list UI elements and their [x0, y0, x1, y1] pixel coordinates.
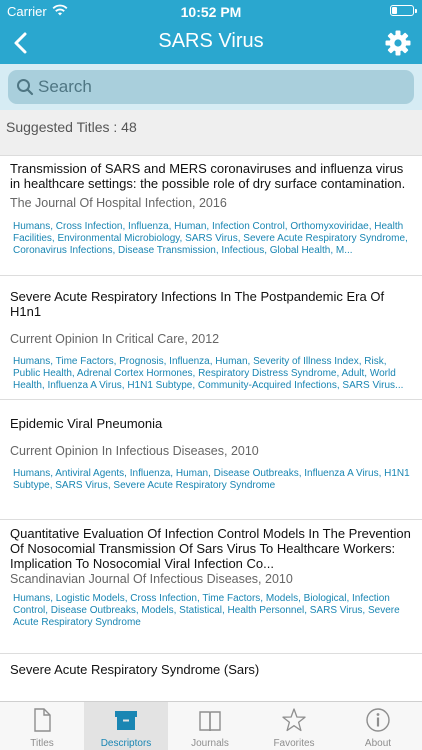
item-source: Scandinavian Journal Of Infectious Diseases, 2010 — [10, 572, 293, 586]
clock-label: 10:52 PM — [180, 4, 242, 20]
item-source: Current Opinion In Infectious Diseases, 2010 — [10, 444, 259, 458]
tab-label: Titles — [30, 738, 54, 749]
item-title: Epidemic Viral Pneumonia — [10, 416, 163, 431]
tab-titles[interactable] — [0, 702, 84, 750]
item-source: The Journal Of Hospital Infection, 2016 — [10, 196, 227, 210]
item-title: Quantitative Evaluation Of Infection Control Models In The Prevention Of Nosocomial Transmission Of Sars Virus To Healthcare Workers: Implication To Nosocomial Viral Infection Co... — [10, 526, 411, 571]
suggested-count-header — [0, 110, 422, 156]
star-icon — [282, 707, 306, 733]
search-bar — [0, 64, 422, 110]
carrier-label: Carrier — [7, 4, 47, 19]
item-source: Current Opinion In Critical Care, 2012 — [10, 332, 220, 346]
status-bar — [0, 0, 422, 22]
search-icon — [16, 78, 34, 96]
archive-box-icon — [114, 707, 138, 733]
list-item[interactable] — [0, 276, 422, 400]
item-tags: Humans, Logistic Models, Cross Infection, Time Factors, Models, Biological, Infection Control, Disease Outbreaks, Models, Statistical, Health Personnel, SARS Virus, Severe Acute Respiratory Syndrome — [13, 593, 400, 628]
list-item[interactable] — [0, 520, 422, 654]
document-icon — [30, 707, 54, 733]
list-item[interactable] — [0, 654, 422, 701]
info-icon — [366, 707, 390, 733]
list-item[interactable] — [0, 400, 422, 520]
tab-label: Journals — [191, 738, 229, 749]
tab-journals[interactable] — [168, 702, 252, 750]
search-field[interactable] — [8, 70, 414, 104]
tab-bar — [0, 701, 422, 750]
suggested-count-label: Suggested Titles : 48 — [6, 119, 137, 135]
list-item[interactable] — [0, 156, 422, 276]
tab-descriptors[interactable] — [84, 702, 168, 750]
item-title: Severe Acute Respiratory Infections In The Postpandemic Era Of H1n1 — [10, 289, 385, 319]
book-icon — [198, 707, 222, 733]
battery-icon — [390, 5, 414, 16]
search-input[interactable] — [38, 75, 398, 99]
tab-label: Descriptors — [100, 738, 152, 749]
page-title: SARS Virus — [158, 30, 264, 52]
item-tags: Humans, Cross Infection, Influenza, Human, Infection Control, Orthomyxoviridae, Health Facilities, Environmental Microbiology, SARS Virus, Severe Acute Respiratory Syndrome, Coronavirus Infections, Disease Transmission, Infectious, Global Health, M... — [13, 221, 408, 256]
results-list[interactable] — [0, 156, 422, 701]
tab-about[interactable] — [336, 702, 420, 750]
tab-favorites[interactable] — [252, 702, 336, 750]
item-tags: Humans, Antiviral Agents, Influenza, Human, Disease Outbreaks, Influenza A Virus, H1N1 Subtype, SARS Virus, Severe Acute Respiratory Syndrome — [13, 468, 410, 491]
settings-gear-icon[interactable] — [384, 29, 412, 57]
tab-label: About — [364, 738, 392, 749]
item-title: Transmission of SARS and MERS coronaviruses and influenza virus in healthcare settings: the possible role of dry surface contamination. — [10, 161, 406, 191]
item-tags: Humans, Time Factors, Prognosis, Influenza, Human, Severity of Illness Index, Risk, Public Health, Adrenal Cortex Hormones, Respiratory Distress Syndrome, Adult, World Health, Influenza A Virus, H1N1 Subtype, Community-Acquired Infections, SARS Virus... — [13, 356, 404, 391]
tab-label: Favorites — [273, 738, 315, 749]
app-header — [0, 0, 422, 64]
navigation-bar — [0, 22, 422, 64]
item-title: Severe Acute Respiratory Syndrome (Sars) — [10, 662, 260, 677]
